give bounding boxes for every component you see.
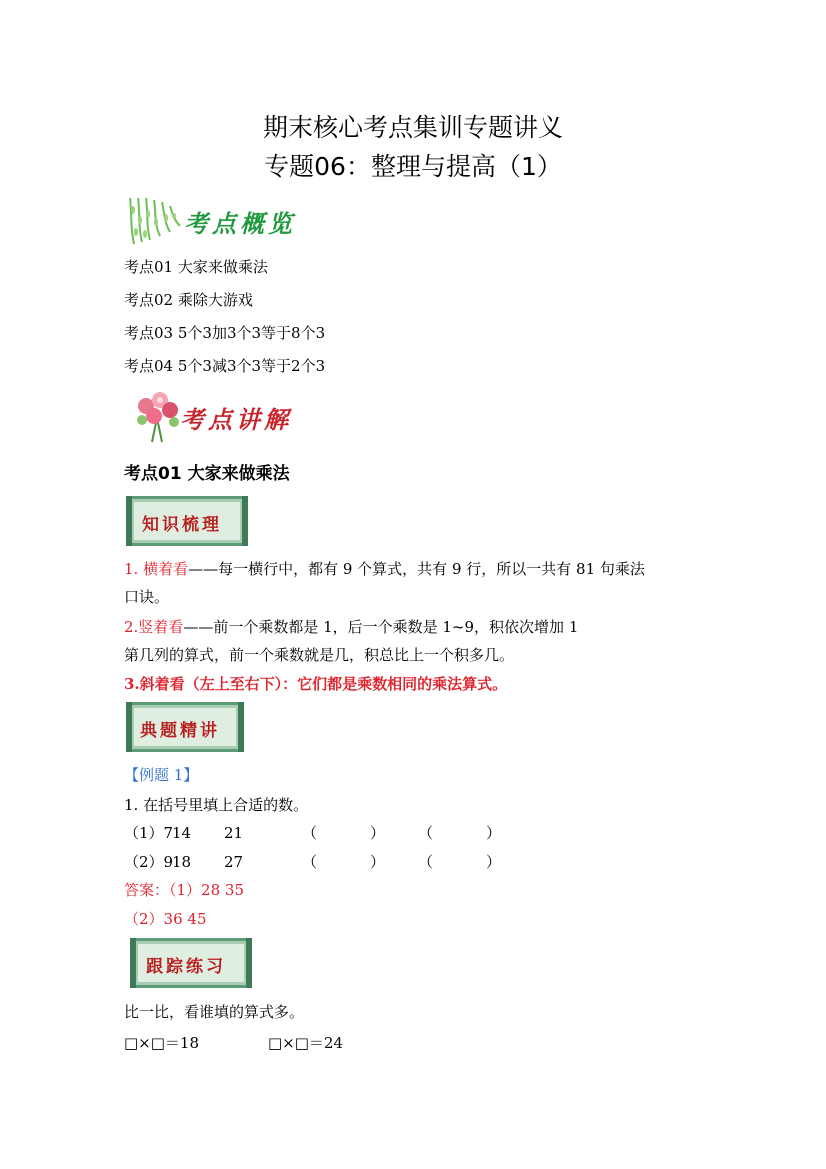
point-2-continuation: 第几列的算式，前一个乘数就是几，积总比上一个积多几。 — [124, 646, 515, 664]
knowledge-scroll — [126, 496, 248, 546]
document-title: 期末核心考点集训专题讲义 — [262, 113, 563, 142]
point-1-continuation: 口诀。 — [124, 588, 170, 606]
explain-banner — [130, 388, 300, 444]
row-1-blank-1-open: （ — [302, 824, 318, 842]
row-2-blank-2-close: ） — [486, 853, 502, 871]
point-3: 3.斜着看（左上至右下）：它们都是乘数相同的乘法算式。 — [124, 675, 508, 693]
practice-label: 跟踪练习 — [146, 957, 226, 977]
row-1-blank-2-open: （ — [418, 824, 434, 842]
practice-text: 比一比，看谁填的算式多。 — [124, 1003, 305, 1021]
knowledge-label: 知识梳理 — [142, 515, 222, 535]
overview-item-2: 考点02 乘除大游戏 — [124, 291, 253, 309]
row-2-blank-2-open: （ — [418, 853, 434, 871]
row-2-label: （2）9 — [124, 853, 174, 871]
example-tag: 【例题 1】 — [124, 766, 199, 784]
point-2 — [124, 617, 578, 637]
overview-banner-label: 考点概览 — [184, 209, 296, 238]
answer-line-2: （2）36 45 — [124, 910, 207, 928]
explain-banner-label: 考点讲解 — [180, 405, 292, 434]
row-1-blank-1-close: ） — [370, 824, 386, 842]
row-1-value-2: 14 — [172, 824, 192, 842]
point-1-lead: 1. 横着看 — [124, 560, 189, 578]
point-1-text: ——每一横行中，都有 9 个算式，共有 9 行，所以一共有 81 句乘法 — [188, 560, 645, 578]
document-subtitle: 专题06：整理与提高（1） — [264, 152, 562, 181]
point-1 — [124, 559, 645, 579]
answer-line-1: 答案：（1）28 35 — [124, 881, 244, 899]
row-1-label: （1）7 — [124, 824, 174, 842]
overview-item-3: 考点03 5个3加3个3等于8个3 — [124, 324, 326, 342]
practice-scroll — [130, 938, 252, 988]
example-label: 典题精讲 — [140, 721, 220, 741]
flower-bouquet-icon — [130, 388, 184, 444]
point-2-lead: 2.竖着看 — [124, 618, 184, 636]
practice-equation-1: □×□＝18 — [124, 1034, 200, 1052]
section-title: 考点01 大家来做乘法 — [124, 464, 290, 484]
willow-icon — [126, 196, 184, 246]
row-2-value-3: 27 — [224, 853, 244, 871]
overview-item-4: 考点04 5个3减3个3等于2个3 — [124, 357, 326, 375]
example-scroll — [126, 702, 244, 752]
row-1-value-3: 21 — [224, 824, 244, 842]
row-1-blank-2-close: ） — [486, 824, 502, 842]
overview-item-1: 考点01 大家来做乘法 — [124, 258, 268, 276]
overview-banner — [126, 196, 306, 246]
point-2-text: ——前一个乘数都是 1，后一个乘数是 1~9，积依次增加 1 — [183, 618, 579, 636]
row-2-blank-1-open: （ — [302, 853, 318, 871]
question-stem: 1. 在括号里填上合适的数。 — [124, 796, 309, 814]
row-2-blank-1-close: ） — [370, 853, 386, 871]
row-2-value-2: 18 — [172, 853, 192, 871]
practice-equation-2: □×□＝24 — [268, 1034, 344, 1052]
